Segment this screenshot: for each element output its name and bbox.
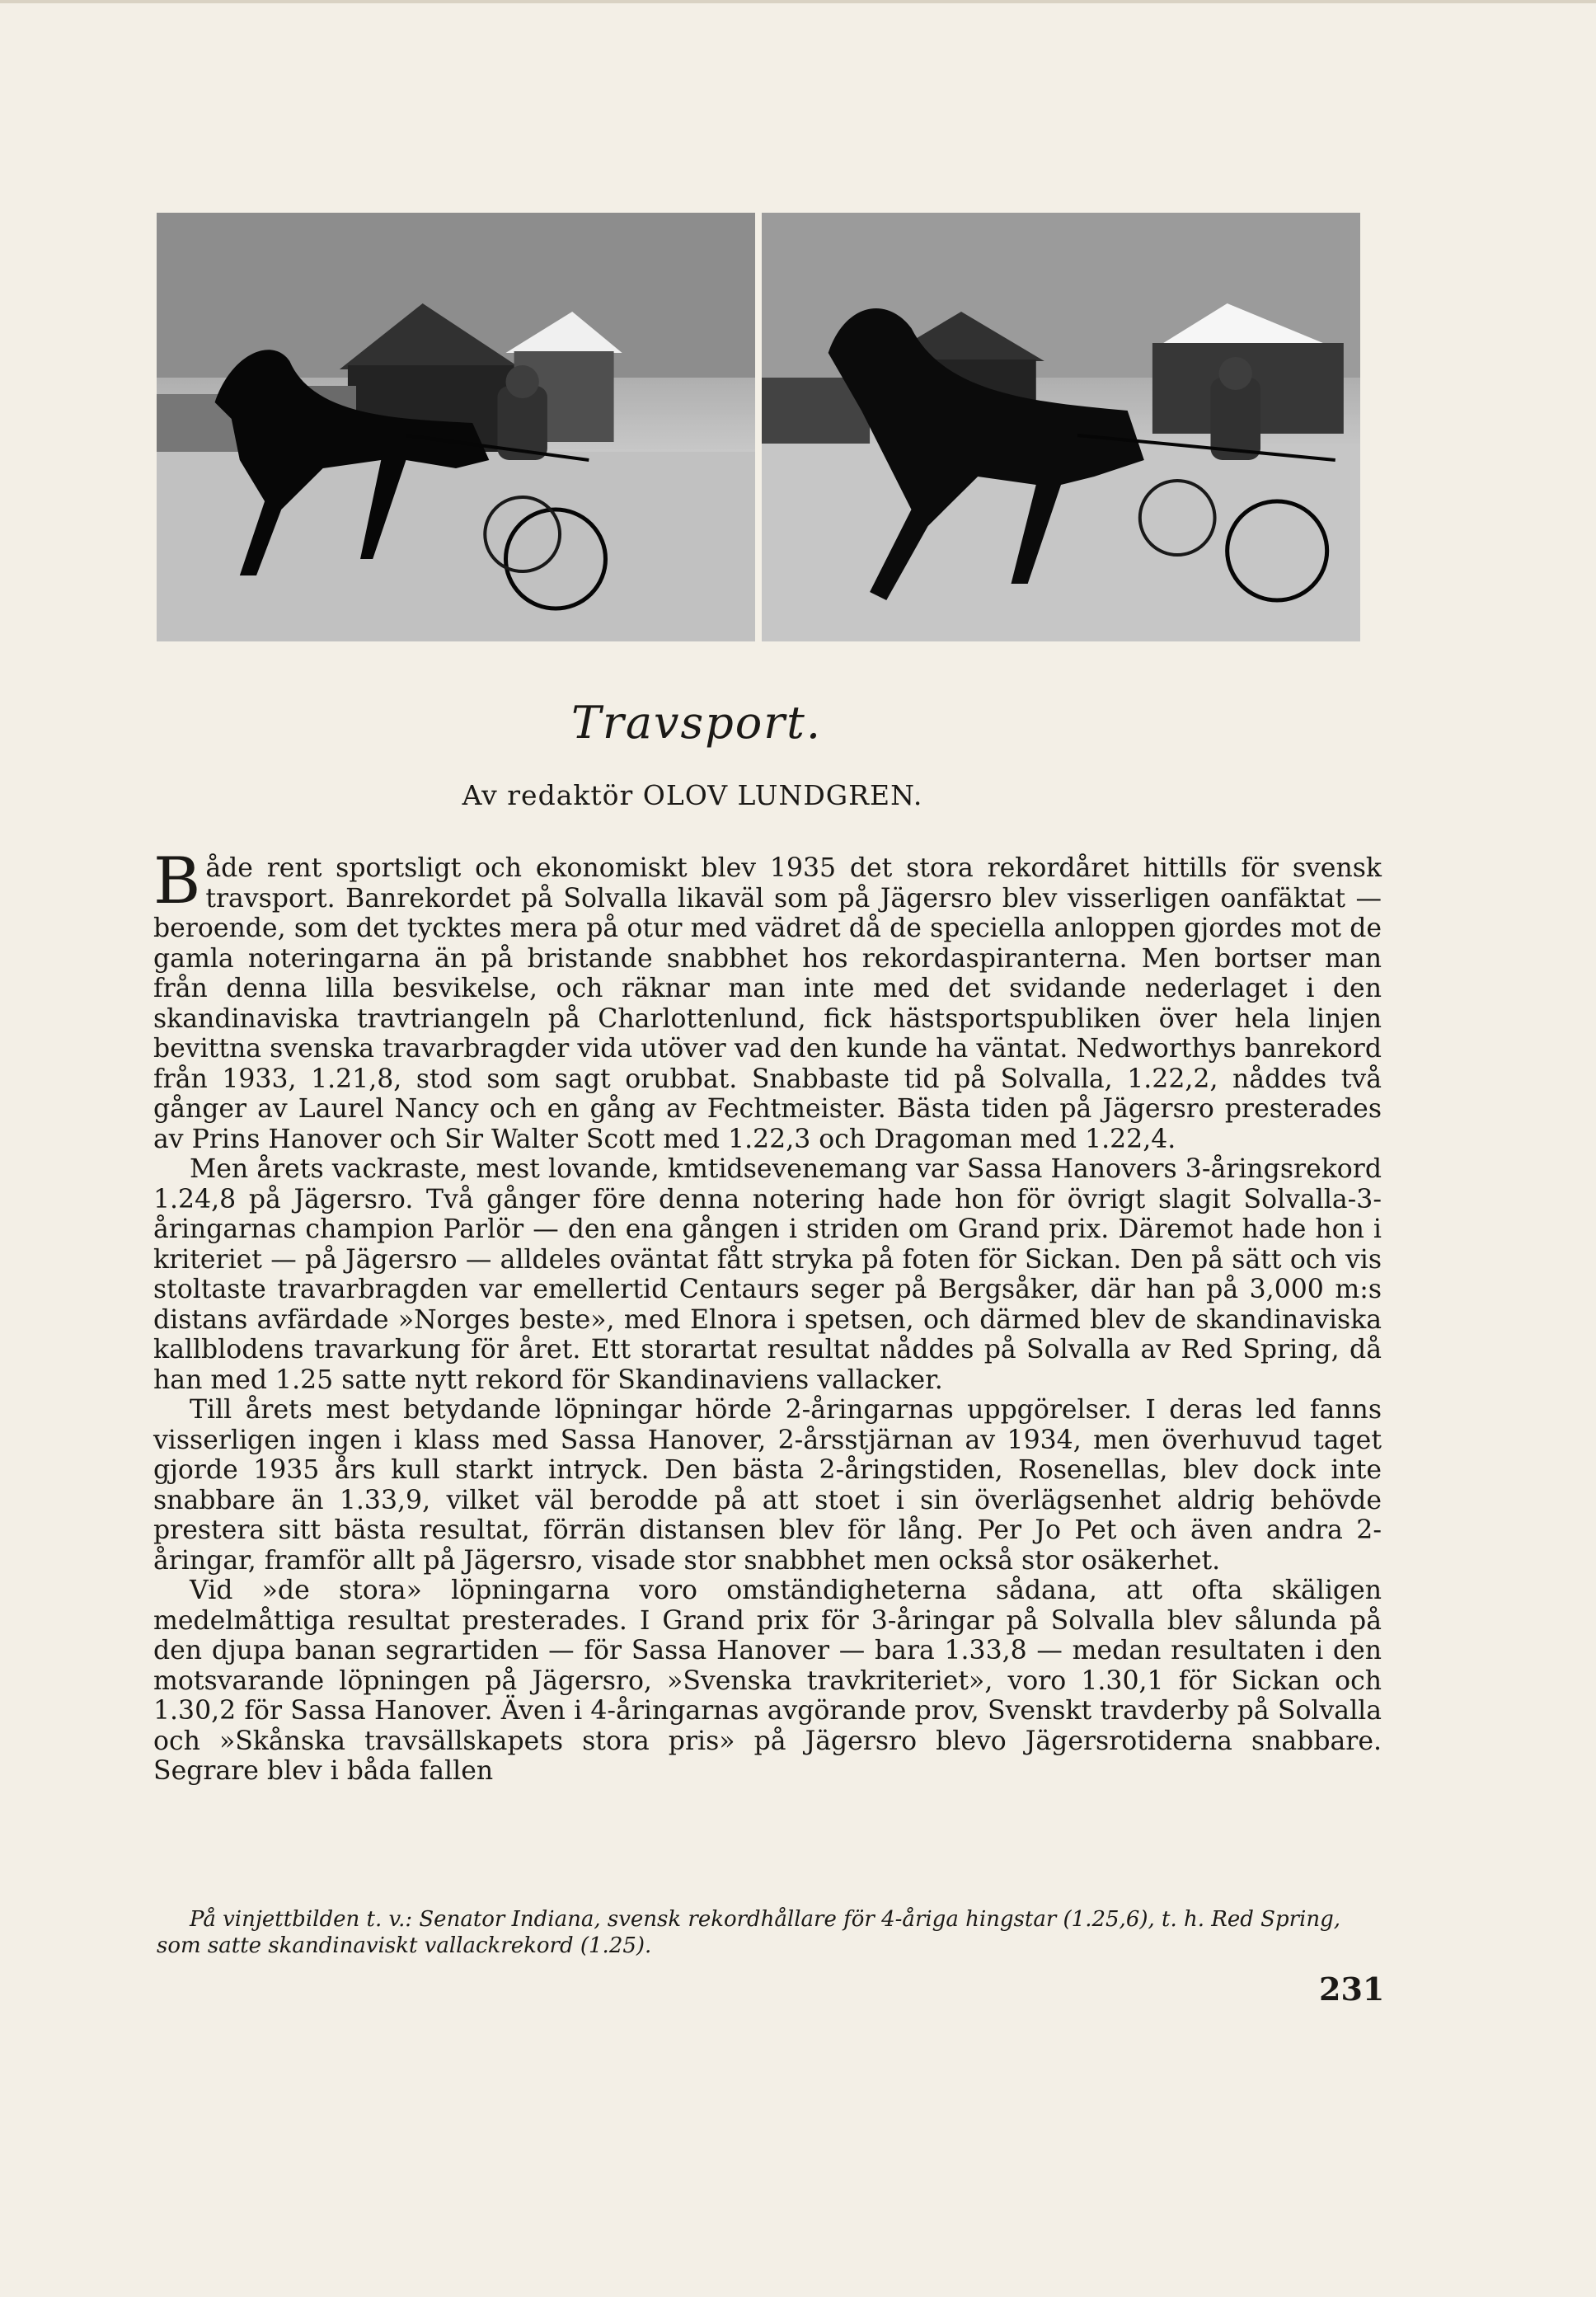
paragraph-1	[153, 844, 1382, 1154]
article-byline: Av redaktör OLOV LUNDGREN.	[462, 779, 923, 811]
page-edge	[0, 0, 1596, 3]
page-number: 231	[1319, 1971, 1385, 2008]
paragraph-1-text: åde rent sportsligt och ekonomiskt blev 1935 det stora rekordåret hittills för svensk travsport. Banrekordet på Solvalla likaväl som på Jägersro blev visserligen oanfäktat — beroende, som det tycktes mera på otur med vädret då de speciella anloppen gjordes mot de gamla noteringarna än på bristande snabbhet hos rekordaspiranterna. Men bortser man från denna lilla besvikelse, och räknar man inte med det svidande nederlaget i den skandinaviska travtriangeln på Charlottenlund, fick hästsportspubliken över hela linjen bevittna svenska travarbragder vida utöver vad den kunde ha väntat. Nedworthys banrekord från 1933, 1.21,8, stod som sagt orubbat. Snabbaste tid på Solvalla, 1.22,2, nåddes två gånger av Laurel Nancy och en gång av Fechtmeister. Bästa tiden på Jägersro presterades av Prins Hanover och Sir Walter Scott med 1.22,3 och Dragoman med 1.22,4.	[153, 853, 1382, 1154]
paragraph-2: Men årets vackraste, mest lovande, kmtidsevenemang var Sassa Hanovers 3-åringsrekord 1.24,8 på Jägersro. Två gånger före denna notering hade hon för övrigt slagit Solvalla-3-åringarnas champion Parlör — den ena gången i striden om Grand prix. Däremot hade hon i kriteriet — på Jägersro — alldeles oväntat fått stryka på foten för Sickan. Den på sätt och vis stoltaste travarbragden var emellertid Centaurs seger på Bergsåker, där han på 3,000 m:s distans avfärdade »Norges beste», med Elnora i spetsen, och därmed blev de skandinaviska kallblodens travarkung för året. Ett storartat resultat nåddes på Solvalla av Red Spring, då han med 1.25 satte nytt rekord för Skandinaviens vallacker.	[153, 1154, 1382, 1395]
photo-caption: På vinjettbilden t. v.: Senator Indiana, svensk rekordhållare för 4-åriga hingstar (1.25,6), t. h. Red Spring, som satte skandinaviskt vallackrekord (1.25).	[157, 1907, 1341, 1958]
photo-senator-indiana	[157, 213, 755, 641]
paragraph-3: Till årets mest betydande löpningar hörde 2-åringarnas uppgörelser. I deras led fanns visserligen ingen i klass med Sassa Hanover, 2-årsstjärnan av 1934, men överhuvud taget gjorde 1935 års kull starkt intryck. Den bästa 2-åringstiden, Rosenellas, blev dock inte snabbare än 1.33,9, vilket väl berodde på att stoet i sin överlägsenhet aldrig behövde prestera sitt bästa resultat, förrän distansen blev för lång. Per Jo Pet och även andra 2-åringar, framför allt på Jägersro, visade stor snabbhet men också stor osäkerhet.	[153, 1395, 1382, 1576]
photo-red-spring	[762, 213, 1360, 641]
vignette-photos	[157, 213, 1360, 641]
article-title: Travsport.	[570, 697, 822, 749]
paragraph-4: Vid »de stora» löpningarna voro omständigheterna sådana, att ofta skäligen medelmåttiga resultat presterades. I Grand prix för 3-åringar på Solvalla blev sålunda på den djupa banan segrartiden — för Sassa Hanover — bara 1.33,8 — medan resultaten i den motsvarande löpningen på Jägersro, »Svenska travkriteriet», voro 1.30,1 för Sickan och 1.30,2 för Sassa Hanover. Även i 4-åringarnas avgörande prov, Svenskt travderby på Solvalla och »Skånska travsällskapets stora pris» på Jägersro blevo Jägersrotiderna snabbare. Segrare blev i båda fallen	[153, 1576, 1382, 1786]
article-body	[153, 844, 1382, 1787]
drop-cap: B	[153, 844, 201, 918]
